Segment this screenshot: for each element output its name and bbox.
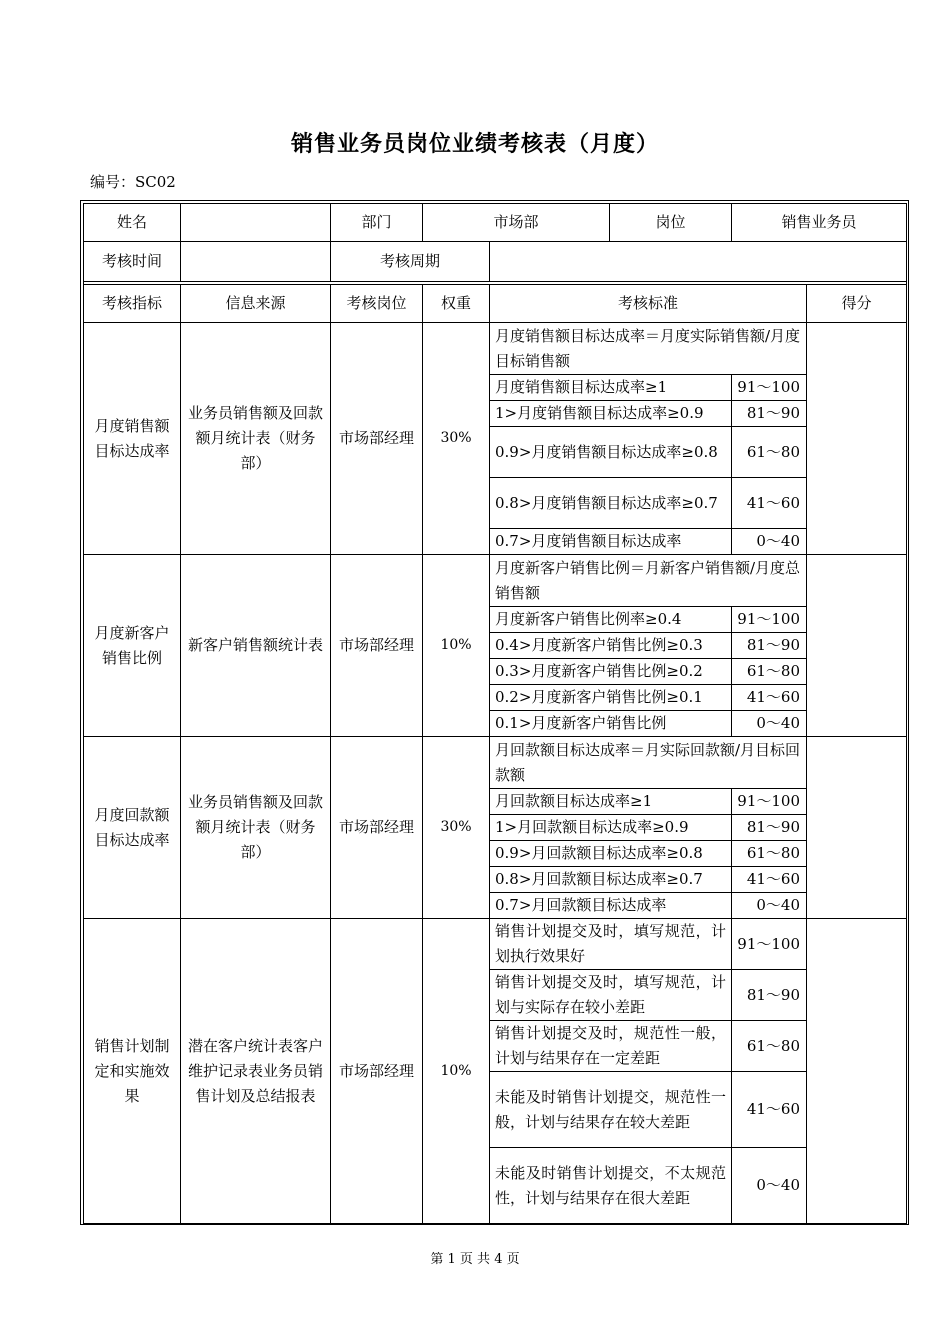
indicator-source: 业务员销售额及回款额月统计表（财务部） (181, 737, 331, 919)
criteria-text: 销售计划提交及时，填写规范，计划与实际存在较小差距 (490, 970, 732, 1021)
col-standard: 考核标准 (490, 285, 807, 323)
period-value[interactable] (490, 242, 907, 282)
criteria-score: 91～100 (732, 789, 807, 815)
indicator-source: 新客户销售额统计表 (181, 555, 331, 737)
criteria-score: 81～90 (732, 815, 807, 841)
indicator-assessor: 市场部经理 (331, 323, 423, 555)
criteria-text: 销售计划提交及时，填写规范，计划执行效果好 (490, 919, 732, 970)
indicator-name: 销售计划制定和实施效果 (84, 919, 181, 1224)
criteria-score: 81～90 (732, 633, 807, 659)
col-indicator: 考核指标 (84, 285, 181, 323)
criteria-score: 41～60 (732, 867, 807, 893)
criteria-score: 41～60 (732, 1072, 807, 1148)
criteria-text: 未能及时销售计划提交，规范性一般，计划与结果存在较大差距 (490, 1072, 732, 1148)
criteria-text: 0.7>月回款额目标达成率 (490, 893, 732, 919)
criteria-score: 81～90 (732, 401, 807, 427)
table-row (84, 323, 907, 375)
name-label: 姓名 (84, 204, 181, 242)
criteria-text: 销售计划提交及时，规范性一般，计划与结果存在一定差距 (490, 1021, 732, 1072)
indicator-source: 潜在客户统计表客户维护记录表业务员销售计划及总结报表 (181, 919, 331, 1224)
criteria-text: 未能及时销售计划提交，不太规范性，计划与结果存在很大差距 (490, 1148, 732, 1224)
criteria-text: 1>月度销售额目标达成率≥0.9 (490, 401, 732, 427)
indicator-name: 月度新客户销售比例 (84, 555, 181, 737)
period-label: 考核周期 (331, 242, 490, 282)
score-cell[interactable] (807, 919, 907, 1224)
criteria-text: 0.2>月度新客户销售比例≥0.1 (490, 685, 732, 711)
score-cell[interactable] (807, 323, 907, 555)
criteria-text: 月度销售额目标达成率≥1 (490, 375, 732, 401)
criteria-text: 0.8>月回款额目标达成率≥0.7 (490, 867, 732, 893)
criteria-score: 61～80 (732, 427, 807, 478)
indicator-weight: 10% (423, 919, 490, 1224)
table-row (84, 555, 907, 607)
criteria-text: 0.9>月回款额目标达成率≥0.8 (490, 841, 732, 867)
criteria-score: 61～80 (732, 841, 807, 867)
criteria-text: 0.9>月度销售额目标达成率≥0.8 (490, 427, 732, 478)
indicator-assessor: 市场部经理 (331, 555, 423, 737)
indicator-name: 月度销售额目标达成率 (84, 323, 181, 555)
criteria-score: 91～100 (732, 919, 807, 970)
criteria-score: 0～40 (732, 893, 807, 919)
table-row (84, 919, 907, 970)
criteria-text: 0.8>月度销售额目标达成率≥0.7 (490, 478, 732, 529)
col-weight: 权重 (423, 285, 490, 323)
header-row-1 (84, 204, 907, 242)
time-value[interactable] (181, 242, 331, 282)
indicator-formula: 月度新客户销售比例＝月新客户销售额/月度总销售额 (490, 555, 807, 607)
indicator-name: 月度回款额目标达成率 (84, 737, 181, 919)
criteria-score: 61～80 (732, 659, 807, 685)
indicator-assessor: 市场部经理 (331, 737, 423, 919)
dept-value[interactable]: 市场部 (423, 204, 610, 242)
page-footer: 第 1 页 共 4 页 (430, 1252, 520, 1267)
criteria-text: 0.4>月度新客户销售比例≥0.3 (490, 633, 732, 659)
assessment-table (83, 203, 907, 1224)
score-cell[interactable] (807, 737, 907, 919)
post-label: 岗位 (610, 204, 732, 242)
page-title: 销售业务员岗位业绩考核表（月度） (290, 131, 659, 157)
criteria-score: 81～90 (732, 970, 807, 1021)
criteria-score: 41～60 (732, 478, 807, 529)
time-label: 考核时间 (84, 242, 181, 282)
criteria-score: 0～40 (732, 529, 807, 555)
name-value[interactable] (181, 204, 331, 242)
criteria-score: 0～40 (732, 1148, 807, 1224)
header-row-2 (84, 242, 907, 282)
criteria-score: 41～60 (732, 685, 807, 711)
col-source: 信息来源 (181, 285, 331, 323)
criteria-score: 91～100 (732, 607, 807, 633)
criteria-text: 1>月回款额目标达成率≥0.9 (490, 815, 732, 841)
indicator-weight: 10% (423, 555, 490, 737)
criteria-text: 0.1>月度新客户销售比例 (490, 711, 732, 737)
indicator-assessor: 市场部经理 (331, 919, 423, 1224)
indicator-formula: 月回款额目标达成率＝月实际回款额/月目标回款额 (490, 737, 807, 789)
document-number: 编号：SC02 (90, 173, 176, 191)
indicator-formula: 月度销售额目标达成率＝月度实际销售额/月度目标销售额 (490, 323, 807, 375)
criteria-score: 61～80 (732, 1021, 807, 1072)
indicator-weight: 30% (423, 737, 490, 919)
score-cell[interactable] (807, 555, 907, 737)
criteria-text: 0.3>月度新客户销售比例≥0.2 (490, 659, 732, 685)
indicator-source: 业务员销售额及回款额月统计表（财务部） (181, 323, 331, 555)
criteria-text: 月度新客户销售比例率≥0.4 (490, 607, 732, 633)
table-row (84, 737, 907, 789)
criteria-text: 0.7>月度销售额目标达成率 (490, 529, 732, 555)
col-score: 得分 (807, 285, 907, 323)
post-value[interactable]: 销售业务员 (732, 204, 907, 242)
criteria-score: 91～100 (732, 375, 807, 401)
column-header-row (84, 285, 907, 323)
criteria-score: 0～40 (732, 711, 807, 737)
criteria-text: 月回款额目标达成率≥1 (490, 789, 732, 815)
dept-label: 部门 (331, 204, 423, 242)
col-assessor: 考核岗位 (331, 285, 423, 323)
indicator-weight: 30% (423, 323, 490, 555)
